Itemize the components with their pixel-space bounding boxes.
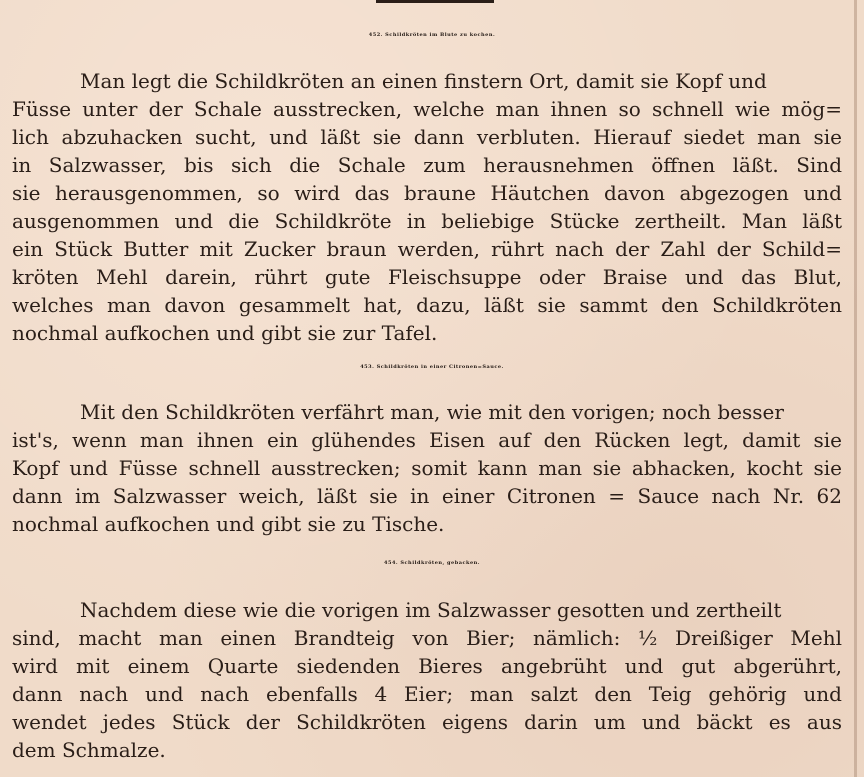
recipe-452-line-9: welches man davon gesammelt hat, dazu, läßt sie sammt den Schildkröten — [12, 293, 842, 317]
recipe-452-line-4: in Salzwasser, bis sich die Schale zum herausnehmen öffnen läßt. Sind — [12, 153, 842, 177]
recipe-452-line-3: lich abzuhacken sucht, und läßt sie dann verbluten. Hierauf siedet man sie — [12, 125, 842, 149]
recipe-454-line-5: wendet jedes Stück der Schildkröten eigens darin um und bäckt es aus — [12, 710, 842, 734]
recipe-title-454: 454. Schildkröten, gebacken. — [383, 560, 481, 566]
recipe-452-line-5: sie herausgenommen, so wird das braune Häutchen davon abgezogen und — [12, 181, 842, 205]
recipe-452-line-2: Füsse unter der Schale ausstrecken, welche man ihnen so schnell wie mög= — [12, 97, 842, 121]
page-edge — [854, 0, 857, 777]
recipe-452-line-7: ein Stück Butter mit Zucker braun werden, rührt nach der Zahl der Schild= — [12, 237, 842, 261]
recipe-452-line-8: kröten Mehl darein, rührt gute Fleischsuppe oder Braise und das Blut, — [12, 265, 842, 289]
recipe-453-line-3: Kopf und Füsse schnell ausstrecken; somit kann man sie abhacken, kocht sie — [12, 456, 842, 480]
recipe-453-line-5: nochmal aufkochen und gibt sie zu Tische. — [12, 512, 445, 536]
recipe-452-line-10: nochmal aufkochen und gibt sie zur Tafel. — [12, 321, 438, 345]
recipe-454-line-2: sind, macht man einen Brandteig von Bier; nämlich: ½ Dreißiger Mehl — [12, 626, 842, 650]
recipe-453-line-1: Mit den Schildkröten verfährt man, wie mit den vorigen; noch besser — [80, 400, 784, 424]
top-divider — [376, 0, 494, 3]
recipe-title-452: 452. Schildkröten im Blute zu kochen. — [368, 32, 496, 38]
recipe-452-line-1: Man legt die Schildkröten an einen finstern Ort, damit sie Kopf und — [80, 69, 767, 93]
recipe-453-line-2: ist's, wenn man ihnen ein glühendes Eisen auf den Rücken legt, damit sie — [12, 428, 842, 452]
recipe-454-line-1: Nachdem diese wie die vorigen im Salzwasser gesotten und zertheilt — [80, 598, 782, 622]
recipe-453-line-4: dann im Salzwasser weich, läßt sie in einer Citronen = Sauce nach Nr. 62 — [12, 484, 842, 508]
recipe-454-line-3: wird mit einem Quarte siedenden Bieres angebrüht und gut abgerührt, — [12, 654, 842, 678]
recipe-454-line-6: dem Schmalze. — [12, 738, 166, 762]
recipe-title-453: 453. Schildkröten in einer Citronen=Sauce. — [360, 364, 504, 370]
recipe-452-line-6: ausgenommen und die Schildkröte in beliebige Stücke zertheilt. Man läßt — [12, 209, 842, 233]
recipe-454-line-4: dann nach und nach ebenfalls 4 Eier; man salzt den Teig gehörig und — [12, 682, 842, 706]
